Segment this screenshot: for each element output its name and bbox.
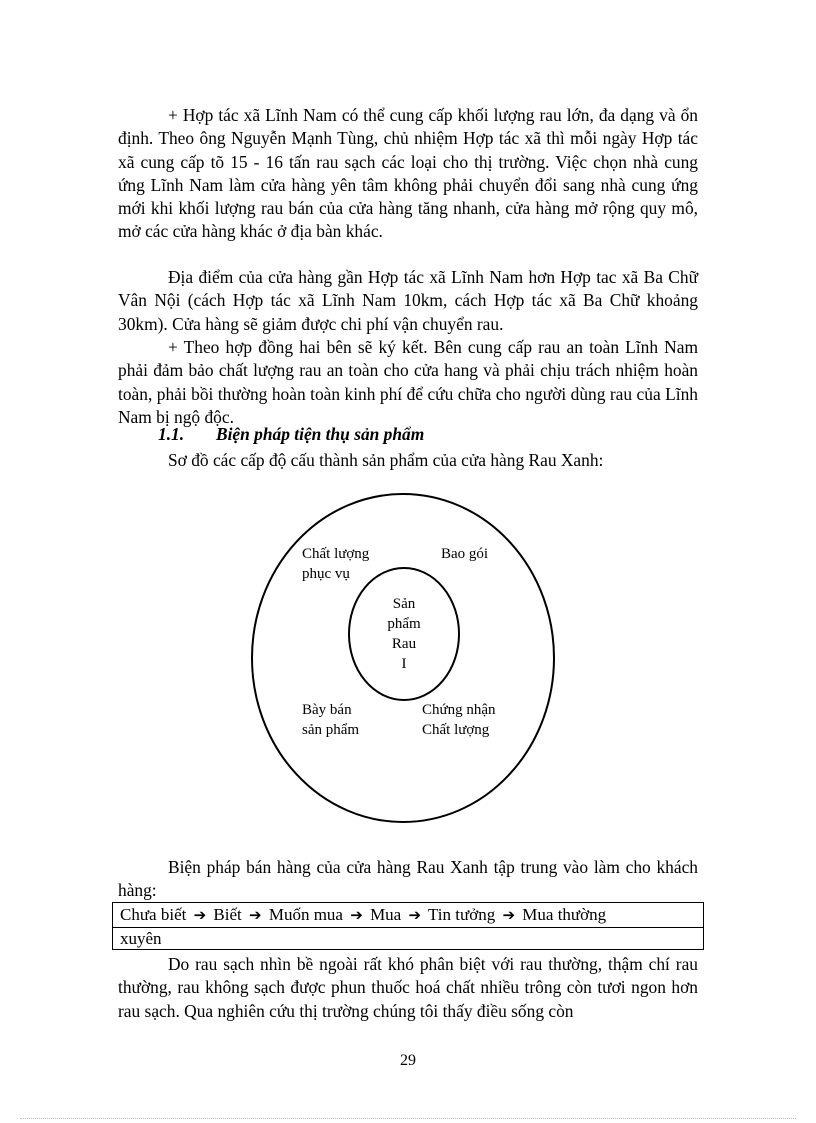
sales-intro: Biện pháp bán hàng của cửa hàng Rau Xanh tập trung vào làm cho khách hàng: bbox=[118, 857, 698, 901]
flow-step: Muốn mua bbox=[268, 905, 343, 924]
paragraph-market-research: Do rau sạch nhìn bề ngoài rất khó phân biệt với rau thường, thậm chí rau thường, rau không sạch được phun thuốc hoá chất nhiều trông còn tươi ngon hơn rau sạch. Qua nghiên cứu thị trường chúng tôi thấy điều sống còn bbox=[118, 954, 698, 1021]
customer-journey-box bbox=[112, 902, 704, 950]
center-label-line: Rau bbox=[391, 636, 417, 652]
flow-step: Chưa biết bbox=[120, 905, 187, 924]
arrow-right-icon: ➔ bbox=[249, 908, 262, 924]
box-divider bbox=[113, 927, 703, 928]
section-title: Biện pháp tiện thụ sản phẩm bbox=[216, 424, 425, 444]
arrow-right-icon: ➔ bbox=[350, 908, 363, 924]
page-bottom-rule bbox=[20, 1118, 796, 1119]
diagram-intro: Sơ đồ các cấp độ cấu thành sản phẩm của cửa hàng Rau Xanh: bbox=[168, 450, 604, 470]
arrow-right-icon: ➔ bbox=[193, 908, 207, 924]
paragraph-supplier-capacity: + Hợp tác xã Lĩnh Nam có thể cung cấp khối lượng rau lớn, đa dạng và ổn định. Theo ông Nguyễn Mạnh Tùng, chủ nhiệm Hợp tác xã thì mỗi ngày Hợp tác xã cung cấp tõ 15 - 16 tấn rau sạch các loại cho thị trường. Việc chọn nhà cung ứng Lĩnh Nam làm cửa hàng yên tâm không phải chuyển đổi sang nhà cung ứng mới khi khối lượng rau bán của cửa hàng tăng nhanh, cửa hàng mở rộng quy mô, mở các cửa hàng khác ở địa bàn khác. bbox=[118, 105, 698, 242]
label-quality-cert: Chứng nhận bbox=[422, 702, 496, 718]
center-label-line: phẩm bbox=[387, 616, 421, 632]
flow-step: Mua thường bbox=[522, 905, 607, 924]
paragraph-contract: + Theo hợp đồng hai bên sẽ ký kết. Bên cung cấp rau an toàn Lĩnh Nam phải đảm bảo chất lượng rau an toàn cho cửa hang và phải chịu trách nhiệm hoàn toàn, phải bồi thường hoàn toàn kinh phí để cứu chữa cho người dùng rau của Lĩnh Nam bị ngộ độc. bbox=[118, 337, 698, 427]
label-service-quality: phục vụ bbox=[302, 566, 350, 582]
label-service-quality: Chất lượng bbox=[302, 546, 370, 562]
label-display: sản phẩm bbox=[302, 722, 360, 738]
flow-step: Biết bbox=[213, 905, 242, 924]
arrow-right-icon: ➔ bbox=[408, 908, 422, 924]
label-quality-cert: Chất lượng bbox=[422, 722, 490, 738]
arrow-right-icon: ➔ bbox=[502, 908, 516, 924]
center-label-line: Sản bbox=[392, 596, 416, 612]
inner-circle bbox=[349, 568, 459, 700]
paragraph-location: Địa điểm của cửa hàng gần Hợp tác xã Lĩnh Nam hơn Hợp tac xã Ba Chữ Vân Nội (cách Hợp tác xã Lĩnh Nam 10km, cách Hợp tác xã Ba Chữ khoảng 30km). Cửa hàng sẽ giảm được chi phí vận chuyển rau. bbox=[118, 267, 698, 334]
flow-step-continuation: xuyên bbox=[120, 929, 162, 948]
flow-step: Tin tưởng bbox=[428, 905, 496, 924]
label-packaging: Bao gói bbox=[441, 546, 489, 562]
label-display: Bày bán bbox=[302, 702, 352, 718]
customer-journey-row bbox=[120, 904, 606, 927]
product-levels-diagram bbox=[240, 480, 570, 840]
section-heading bbox=[158, 424, 424, 445]
center-label-line: I bbox=[401, 656, 407, 672]
flow-step: Mua bbox=[370, 905, 402, 924]
page-number: 29 bbox=[400, 1052, 416, 1069]
section-number: 1.1. bbox=[158, 424, 185, 444]
